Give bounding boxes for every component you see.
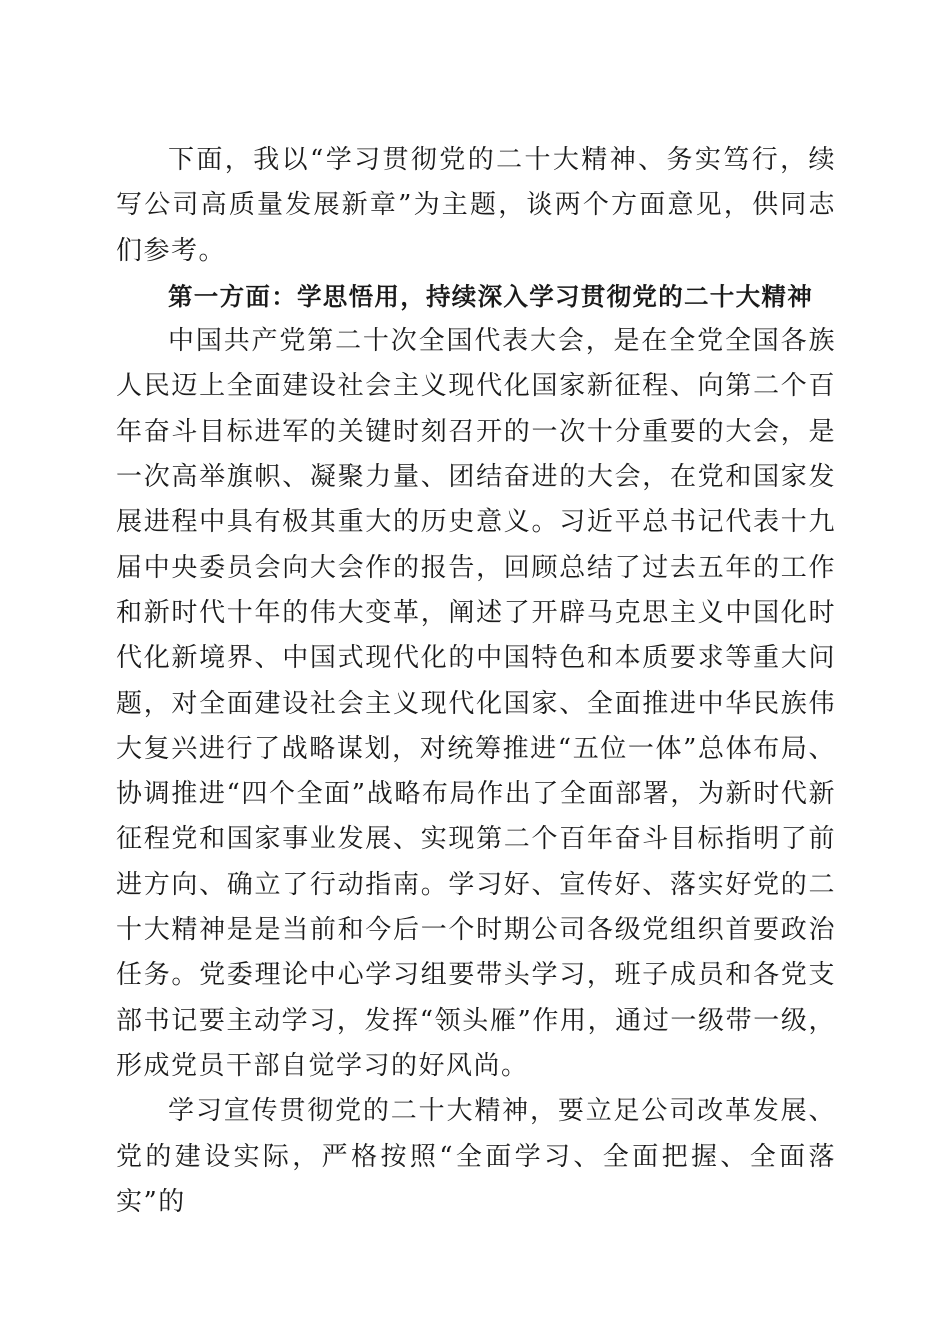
body-paragraph: 中国共产党第二十次全国代表大会，是在全党全国各族人民迈上全面建设社会主义现代化国家新征程、向第二个百年奋斗目标进军的关键时刻召开的一次十分重要的大会，是一次高举旗帜、凝聚力量、团结奋进的大会，在党和国家发展进程中具有极其重大的历史意义。习近平总书记代表十九届中央委员会向大会作的报告，回顾总结了过去五年的工作和新时代十年的伟大变革，阐述了开辟马克思主义中国化时代化新境界、中国式现代化的中国特色和本质要求等重大问题，对全面建设社会主义现代化国家、全面推进中华民族伟大复兴进行了战略谋划，对统筹推进“五位一体”总体布局、协调推进“四个全面”战略布局作出了全面部署，为新时代新征程党和国家事业发展、实现第二个百年奋斗目标指明了前进方向、确立了行动指南。学习好、宣传好、落实好党的二十大精神是是当前和今后一个时期公司各级党组织首要政治任务。党委理论中心学习组要带头学习，班子成员和各党支部书记要主动学习，发挥“领头雁”作用，通过一级带一级，形成党员干部自觉学习的好风尚。 [116, 326, 836, 1081]
intro-paragraph: 下面，我以“学习贯彻党的二十大精神、务实笃行，续写公司高质量发展新章”为主题，谈两个方面意见，供同志们参考。 [116, 145, 836, 266]
document-body [116, 138, 836, 1225]
body-paragraph: 学习宣传贯彻党的二十大精神，要立足公司改革发展、党的建设实际，严格按照“全面学习、全面把握、全面落实”的 [116, 1096, 836, 1217]
section-heading: 第一方面：学思悟用，持续深入学习贯彻党的二十大精神 [168, 281, 813, 311]
